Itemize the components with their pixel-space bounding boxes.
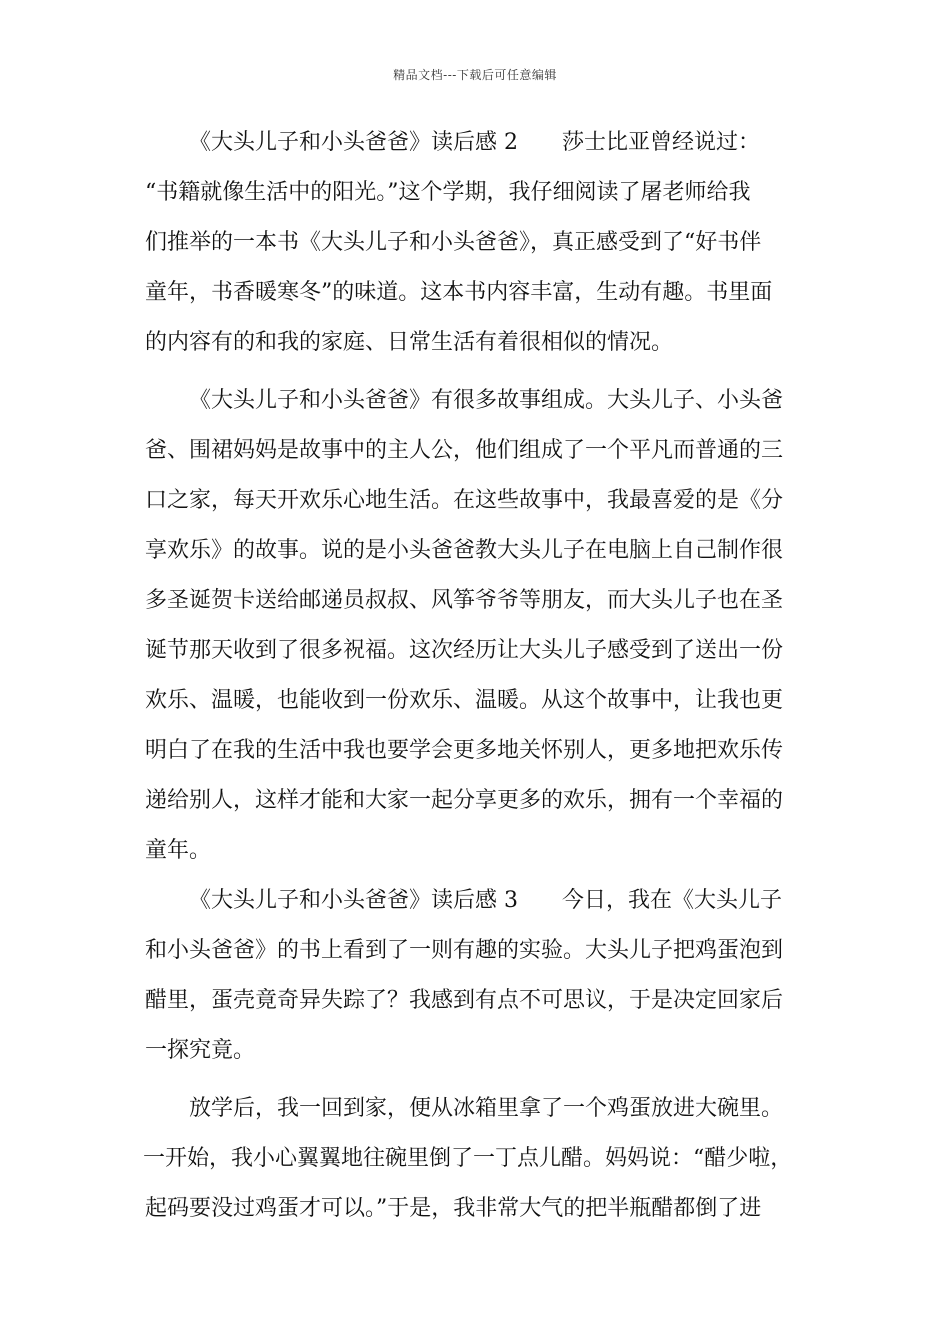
text-line: 诞节那天收到了很多祝福。这次经历让大头儿子感受到了送出一份 — [145, 638, 784, 663]
text-line: 一开始，我小心翼翼地往碗里倒了一丁点儿醋。妈妈说：“醋少啦， — [143, 1146, 793, 1171]
text-line: 《大头儿子和小头爸爸》有很多故事组成。大头儿子、小头爸 — [189, 388, 784, 413]
text-line: 童年。 — [145, 838, 212, 863]
text-line: 欢乐、温暖，也能收到一份欢乐、温暖。从这个故事中，让我也更 — [145, 688, 784, 713]
text-line: 多圣诞贺卡送给邮递员叔叔、风筝爷爷等朋友，而大头儿子也在圣 — [145, 588, 784, 613]
text-line: 醋里，蛋壳竟奇异失踪了？我感到有点不可思议，于是决定回家后 — [145, 988, 784, 1013]
text-line: 放学后，我一回到家，便从冰箱里拿了一个鸡蛋放进大碗里。 — [189, 1096, 784, 1121]
text-line: 明白了在我的生活中我也要学会更多地关怀别人，更多地把欢乐传 — [145, 738, 784, 763]
text-line: 口之家，每天开欢乐心地生活。在这些故事中，我最喜爱的是《分 — [145, 488, 784, 513]
text-line: 爸、围裙妈妈是故事中的主人公，他们组成了一个平凡而普通的三 — [145, 438, 784, 463]
text-line: “书籍就像生活中的阳光。”这个学期，我仔细阅读了屠老师给我 — [145, 180, 751, 205]
text-line: 的内容有的和我的家庭、日常生活有着很相似的情况。 — [145, 330, 674, 355]
text-line: 《大头儿子和小头爸爸》读后感 2 莎士比亚曾经说过： — [189, 130, 760, 155]
text-line: 《大头儿子和小头爸爸》读后感 3 今日，我在《大头儿子 — [189, 888, 782, 913]
text-line: 起码要没过鸡蛋才可以。”于是，我非常大气的把半瓶醋都倒了进 — [145, 1196, 762, 1221]
text-line: 们推举的一本书《大头儿子和小头爸爸》，真正感受到了“好书伴 — [145, 230, 762, 255]
text-line: 递给别人，这样才能和大家一起分享更多的欢乐，拥有一个幸福的 — [145, 788, 784, 813]
text-line: 童年，书香暖寒冬”的味道。这本书内容丰富，生动有趣。书里面 — [145, 280, 773, 305]
text-line: 一探究竟。 — [145, 1038, 256, 1063]
page-header: 精品文档---下载后可任意编辑 — [393, 68, 557, 82]
text-line: 享欢乐》的故事。说的是小头爸爸教大头儿子在电脑上自己制作很 — [145, 538, 784, 563]
text-line: 和小头爸爸》的书上看到了一则有趣的实验。大头儿子把鸡蛋泡到 — [145, 938, 784, 963]
